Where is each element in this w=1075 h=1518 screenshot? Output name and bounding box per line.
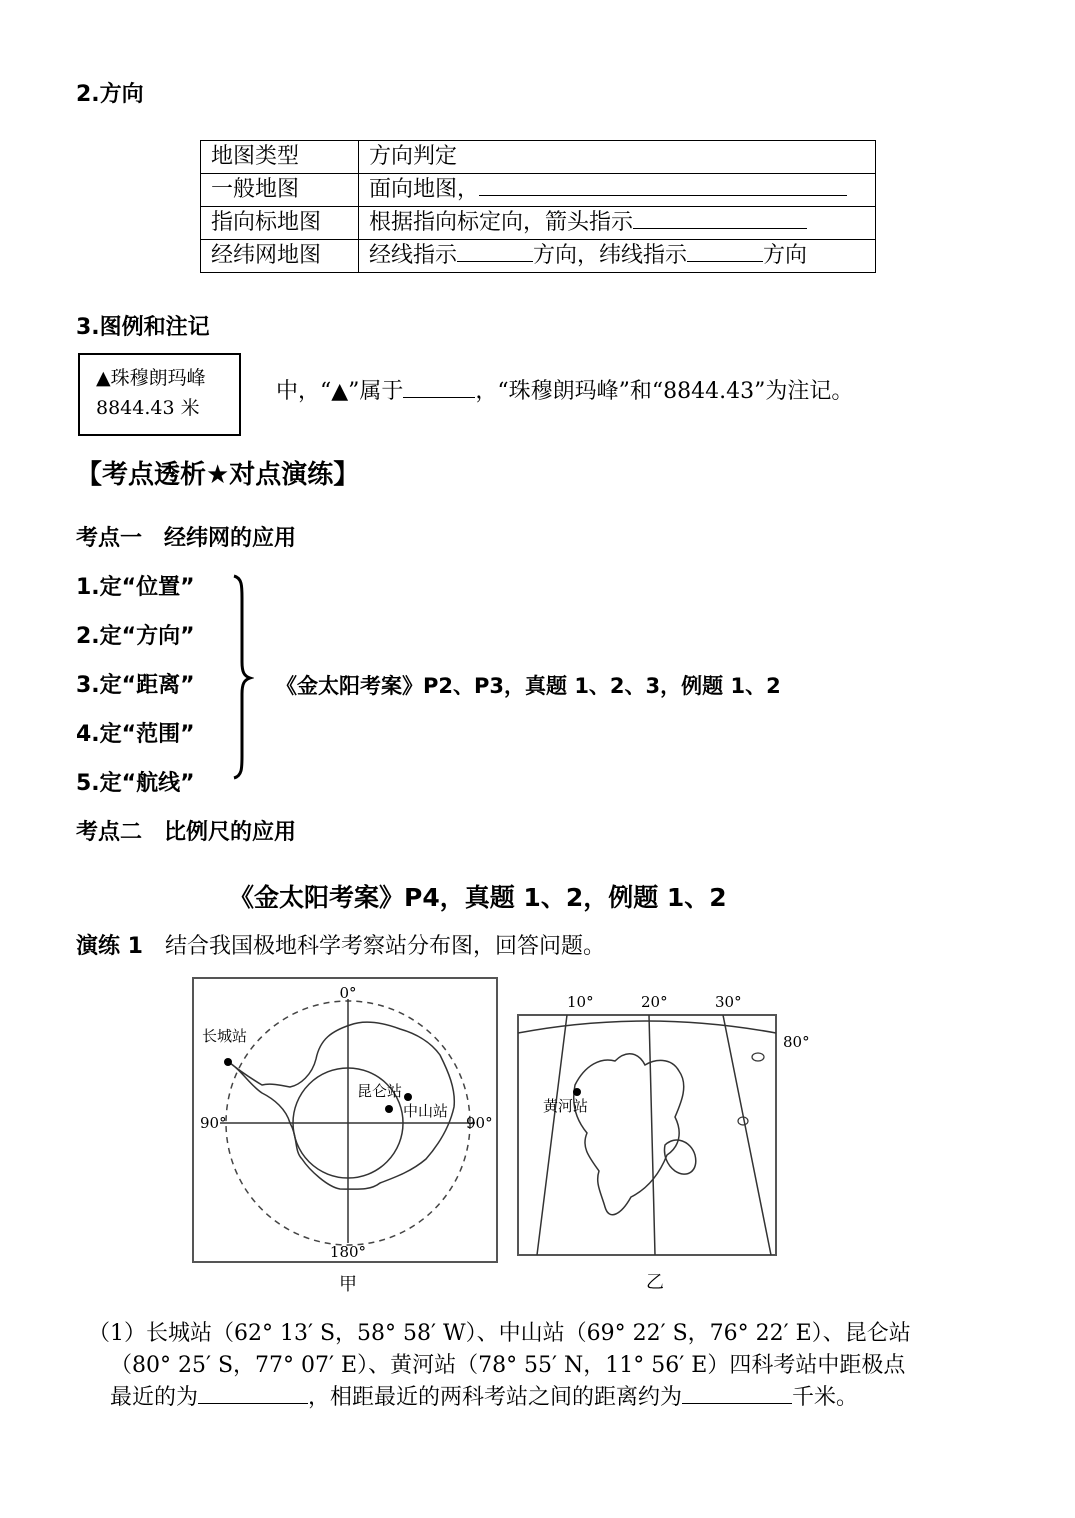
map-caption: 乙 — [646, 1272, 664, 1293]
rule-text: 方向 — [763, 243, 808, 268]
question-text: 最近的为 — [110, 1385, 199, 1410]
kaodian2-reference: 《金太阳考案》P4，真题 1、2，例题 1、2 — [229, 883, 727, 912]
table-cell-rule — [359, 207, 876, 240]
question-line: （80° 25′ S，77° 07′ E）、黄河站（78° 55′ N，11° 56′ E）四科考站中距极点 — [110, 1353, 906, 1378]
rule-text: 经线指示 — [369, 243, 458, 268]
table-cell-type: 指向标地图 — [201, 207, 359, 240]
station-marker-icon — [385, 1105, 393, 1113]
kaodian1-item: 3.定“距离” — [76, 673, 195, 698]
fill-blank[interactable] — [198, 1383, 308, 1404]
table-header-cell: 地图类型 — [201, 141, 359, 174]
legend-sentence-part: ，“珠穆朗玛峰”和“8844.43”为注记。 — [475, 379, 854, 404]
exercise-text: 结合我国极地科学考察站分布图，回答问题。 — [164, 934, 605, 959]
rule-text: 方向，纬线指示 — [533, 243, 688, 268]
kaodian2-title: 考点二 比例尺的应用 — [76, 820, 297, 845]
direction-table — [200, 140, 876, 273]
kaodian1-item: 1.定“位置” — [76, 575, 195, 600]
table-row — [201, 174, 876, 207]
legend-example-line: ▲珠穆朗玛峰 — [96, 367, 206, 389]
fill-blank[interactable] — [682, 1383, 792, 1404]
map-caption: 甲 — [339, 1274, 357, 1295]
latitude-label: 80° — [783, 1033, 810, 1051]
station-label: 黄河站 — [543, 1097, 589, 1115]
question-line — [110, 1382, 858, 1414]
longitude-label: 30° — [715, 993, 742, 1011]
station-marker-icon — [573, 1088, 581, 1096]
station-label: 长城站 — [202, 1027, 248, 1045]
fill-blank[interactable] — [403, 377, 475, 398]
station-label: 中山站 — [403, 1102, 449, 1120]
station-marker-icon — [224, 1058, 232, 1066]
map-label-top: 0° — [339, 984, 357, 1002]
fill-blank[interactable] — [687, 241, 763, 262]
legend-example-line: 8844.43 米 — [96, 397, 200, 419]
station-marker-icon — [404, 1093, 412, 1101]
legend-sentence — [276, 374, 853, 405]
fill-blank[interactable] — [633, 208, 807, 229]
rule-text: 根据指向标定向，箭头指示 — [369, 210, 634, 235]
table-row — [201, 240, 876, 273]
question-line: （1）长城站（62° 13′ S，58° 58′ W）、中山站（69° 22′ S，76° 22′ E）、昆仑站 — [88, 1321, 911, 1346]
longitude-label: 20° — [641, 993, 668, 1011]
antarctica-map — [190, 975, 500, 1300]
kaodian1-item: 2.定“方向” — [76, 624, 195, 649]
rule-text: 面向地图， — [369, 177, 480, 202]
svalbard-map — [515, 985, 845, 1300]
map-label-left: 90° — [200, 1114, 227, 1132]
map-label-bottom: 180° — [329, 1243, 367, 1261]
map-label-right: 90° — [466, 1114, 493, 1132]
banner-heading: 【考点透析★对点演练】 — [76, 460, 360, 490]
section-title-direction: 2.方向 — [76, 82, 144, 107]
table-cell-rule — [359, 240, 876, 273]
table-cell-type: 经纬网地图 — [201, 240, 359, 273]
curly-brace-icon — [228, 572, 254, 782]
table-header-row — [201, 141, 876, 174]
longitude-label: 10° — [567, 993, 594, 1011]
table-cell-type: 一般地图 — [201, 174, 359, 207]
section-title-legend: 3.图例和注记 — [76, 315, 210, 340]
kaodian1-item: 5.定“航线” — [76, 771, 195, 796]
table-cell-rule — [359, 174, 876, 207]
exercise-intro — [76, 929, 605, 960]
kaodian1-reference: 《金太阳考案》P2、P3，真题 1、2、3，例题 1、2 — [276, 674, 781, 698]
legend-sentence-part: 中，“▲”属于 — [276, 379, 404, 404]
kaodian1-item: 4.定“范围” — [76, 722, 195, 747]
legend-example-box — [78, 353, 241, 436]
table-header-cell: 方向判定 — [359, 141, 876, 174]
fill-blank[interactable] — [457, 241, 533, 262]
fill-blank[interactable] — [479, 175, 847, 196]
table-row — [201, 207, 876, 240]
kaodian1-title: 考点一 经纬网的应用 — [76, 526, 297, 551]
exercise-label: 演练 1 — [76, 934, 143, 959]
question-text: ，相距最近的两科考站之间的距离约为 — [308, 1385, 683, 1410]
station-label: 昆仑站 — [357, 1082, 403, 1100]
question-text: 千米。 — [792, 1385, 859, 1410]
